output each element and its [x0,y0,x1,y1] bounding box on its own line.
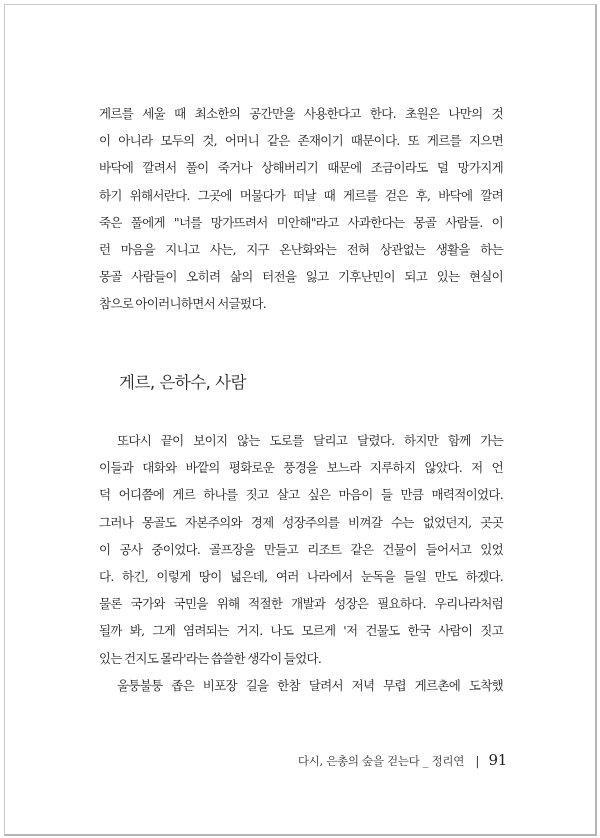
page-number: 91 [488,751,507,769]
footer-separator: | [475,754,480,768]
text-line: 다. 하긴, 이렇게 땅이 넓은데, 여러 나라에서 눈독을 들일 만도 하겠다. [99,568,503,584]
text-line: 죽은 풀에게 "너를 망가뜨려서 미안해"라고 사과한다는 몽골 사람들. 이 [99,214,503,230]
section-heading: 게르, 은하수, 사람 [119,373,247,392]
paragraph-section2 [99,427,503,699]
text-line: 이들과 대화와 바깥의 평화로운 풍경을 보느라 지루하지 않았다. 저 언 [99,460,503,476]
text-line: 물론 국가와 국민을 위해 적절한 개발과 성장은 필요하다. 우리나라처럼 [99,596,503,612]
text-line: 이 아니라 모두의 것, 어머니 같은 존재이기 때문이다. 또 게르를 지으면 [99,133,503,149]
text-line: 또다시 끝이 보이지 않는 도로를 달리고 달렸다. 하지만 함께 가는 [117,433,503,448]
text-line: 런 마음을 지니고 사는, 지구 온난화와는 전혀 상관없는 생활을 하는 [99,241,503,257]
text-line: 이 공사 중이었다. 골프장을 만들고 리조트 같은 건물이 들어서고 있었 [99,541,503,557]
running-title: 다시, 은총의 숲을 걷는다 _ 정리연 [297,754,465,768]
text-line: 덕 어디쯤에 게르 하나를 짓고 살고 싶은 마음이 들 만큼 매력적이었다. [99,487,503,503]
text-line: 게르를 세울 때 최소한의 공간만을 사용한다고 한다. 초원은 나만의 것 [99,106,503,121]
text-line: 하기 위해서란다. 그곳에 머물다가 떠날 때 게르를 걷은 후, 바닥에 깔려 [99,187,503,203]
text-line: 참으로 아이러니하면서 서글펐다. [99,296,267,312]
text-line: 울퉁불퉁 좁은 비포장 길을 한참 달려서 저녁 무렵 게르촌에 도착했 [117,677,503,693]
text-line: 바닥에 깔려서 풀이 죽거나 상해버리기 때문에 조금이라도 덜 망가지게 [99,160,503,176]
text-line: 그러나 몽골도 자본주의와 경제 성장주의를 비껴갈 수는 없었던지, 곳곳 [99,514,503,530]
text-line: 될까 봐, 그게 염려되는 거지. 나도 모르게 '저 건물도 한국 사람이 짓고 [99,623,503,639]
text-line: 있는 건지도 몰라'라는 씁쓸한 생각이 들었다. [99,650,322,666]
page-footer [298,750,507,771]
paragraph-section1 [99,100,503,318]
text-line: 몽골 사람들이 오히려 삶의 터전을 잃고 기후난민이 되고 있는 현실이 [99,269,503,285]
